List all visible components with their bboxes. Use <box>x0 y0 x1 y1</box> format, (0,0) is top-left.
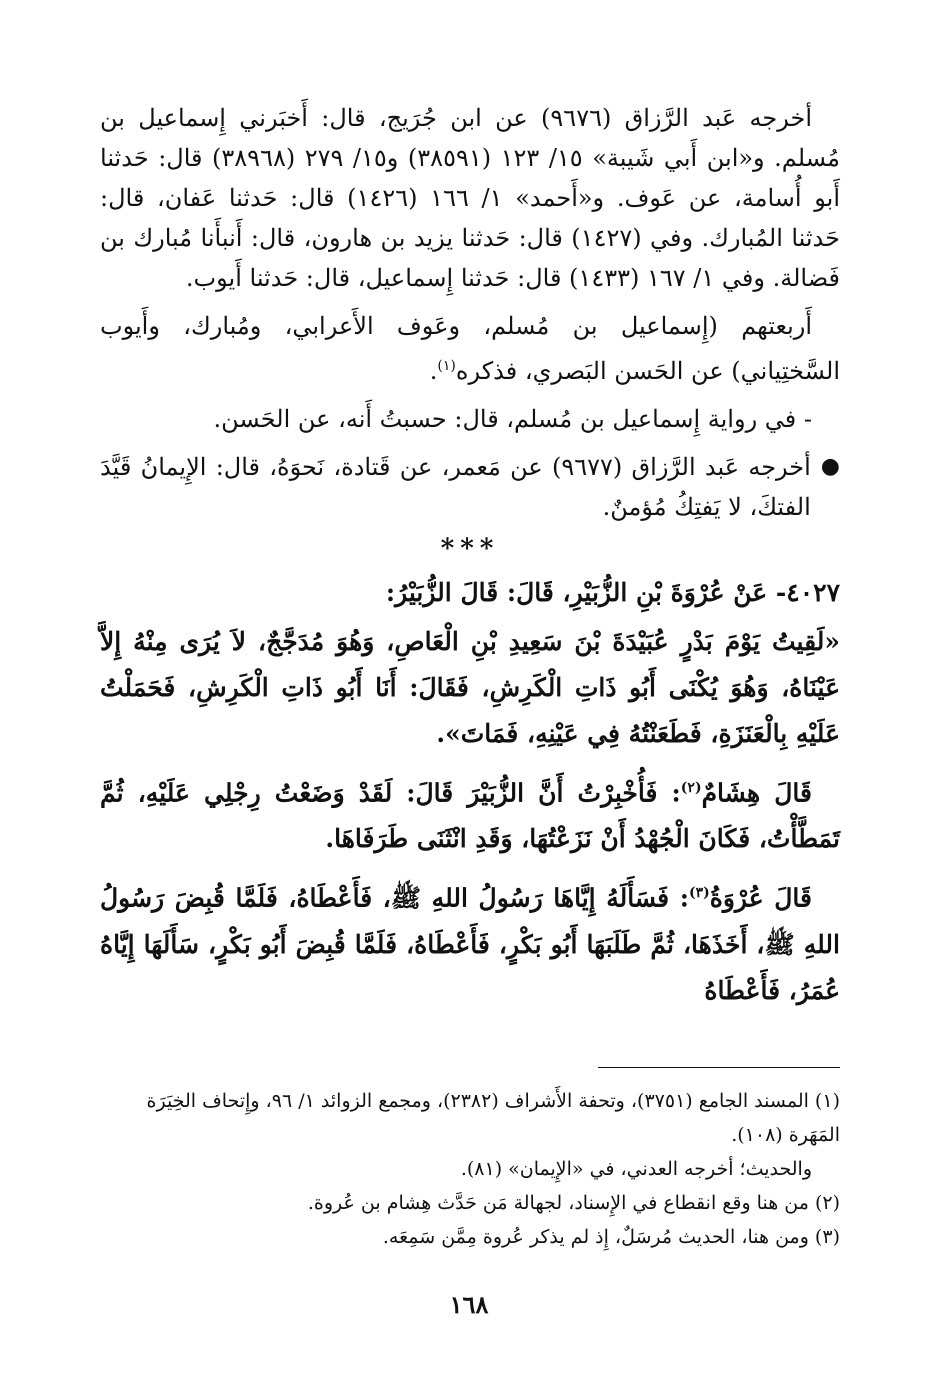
hadith-text-2 <box>100 765 840 862</box>
hadith-heading: ٤٠٢٧- عَنْ عُرْوَةَ بْنِ الزُّبَيْرِ، قَالَ: قَالَ الزُّبَيْرُ: <box>385 578 840 607</box>
hadith3-rest: : فَسَأَلَهُ إِيَّاهَا رَسُولُ اللهِ ﷺ، فَأَعْطَاهُ، فَلَمَّا قُبِضَ رَسُولُ اللهِ ﷺ، أَخَذَهَا، ثُمَّ طَلَبَهَا أَبُو بَكْرٍ، فَأَعْطَاهُ، فَلَمَّا قُبِضَ أَبُو بَكْرٍ، سَأَلَهَا إِيَّاهُ عُمَرُ، فَأَعْطَاهُ <box>100 883 840 1005</box>
takhrij-paragraph: أخرجه عَبد الرَّزاق (٩٦٧٦) عن ابن جُرَيج، قال: أَخبَرني إِسماعيل بن مُسلم. و«ابن أَبي شَيبة» ١٥/ ١٢٣ (٣٨٥٩١) و١٥/ ٢٧٩ (٣٨٩٦٨) قال: حَدثنا أَبو أُسامة، عن عَوف. و«أَحمد» ١/ ١٦٦ (١٤٢٦) قال: حَدثنا عَفان، قال: حَدثنا المُبارك. وفي (١٤٢٧) قال: حَدثنا يزيد بن هارون، قال: أَنبأَنا مُبارك بن فَضالة. وفي ١/ ١٦٧ (١٤٣٣) قال: حَدثنا إِسماعيل، قال: حَدثنا أَيوب. <box>100 104 841 292</box>
riwaya-note: - في رواية إِسماعيل بن مُسلم، قال: حسبتُ أَنه، عن الحَسن. <box>213 405 812 433</box>
hadith3-start: قَالَ عُرْوَةُ <box>709 883 812 913</box>
footnote-3: (٣) ومن هنا، الحديث مُرسَلٌ، إِذ لم يذكر عُروة مِمَّن سَمِعَه. <box>382 1226 840 1248</box>
hadith-text-1: «لَقِيتُ يَوْمَ بَدْرٍ عُبَيْدَةَ بْنَ سَعِيدِ بْنِ الْعَاصِ، وَهُوَ مُدَجَّجٌ، لاَ يُرَى مِنْهُ إِلاَّ عَيْنَاهُ، وَهُوَ يُكْنَى أَبُو ذَاتِ الْكَرِشِ، فَقَالَ: أَنَا أَبُو ذَاتِ الْكَرِشِ، فَحَمَلْتُ عَلَيْهِ بِالْعَنَزَةِ، فَطَعَنْتُهُ فِي عَيْنِهِ، فَمَاتَ». <box>100 627 840 748</box>
footnote-1-extra: والحديث؛ أخرجه العدني، في «الإِيمان» (٨١). <box>460 1158 812 1180</box>
bullet-text: أخرجه عَبد الرَّزاق (٩٦٧٧) عن مَعمر، عن قَتادة، نَحوَهُ، قال: الإِيمانُ قَيَّدَ الفتكَ، لا يَفتِكُ مُؤمنٌ. <box>100 453 811 521</box>
hadith-text-3 <box>100 870 840 1013</box>
main-text <box>100 98 840 1022</box>
bullet-icon: ● <box>820 454 840 479</box>
narrators-text: أَربعتهم (إِسماعيل بن مُسلم، وعَوف الأَعرابي، ومُبارك، وأَيوب السَّختِياني) عن الحَسن البَصري، فذكره <box>100 312 840 385</box>
hadith2-start: قَالَ هِشَامٌ <box>701 778 812 808</box>
narrators-paragraph <box>100 306 840 391</box>
footnotes <box>100 1084 840 1254</box>
section-separator: *** <box>440 534 500 564</box>
footnote-ref-1[interactable]: (١) <box>437 358 456 374</box>
footnote-divider <box>598 1067 840 1068</box>
page-number: ١٦٨ <box>449 1290 489 1319</box>
footnote-ref-3[interactable]: (٣) <box>688 885 710 902</box>
footnote-ref-2[interactable]: (٢) <box>680 780 702 796</box>
footnote-2: (٢) من هنا وقع انقطاع في الإِسناد، لجهالة مَن حَدَّث هِشام بن عُروة. <box>307 1192 840 1214</box>
narrators-end: . <box>429 357 438 385</box>
hadith2-rest: : فَأُخْبِرْتُ أَنَّ الزُّبَيْرَ قَالَ: لَقَدْ وَضَعْتُ رِجْلِي عَلَيْهِ، ثُمَّ تَمَطَّأْتُ، فَكَانَ الْجُهْدُ أَنْ نَزَعْتُهَا، وَقَدِ انْثَنَى طَرَفَاهَا. <box>100 778 840 854</box>
bullet-item <box>100 447 840 527</box>
footnote-1: (١) المسند الجامع (٣٧٥١)، وتحفة الأَشراف (٢٣٨٢)، ومجمع الزوائد ١/ ٩٦، وإِتحاف الخِيَرَة المَهَرة (١٠٨). <box>146 1090 840 1146</box>
